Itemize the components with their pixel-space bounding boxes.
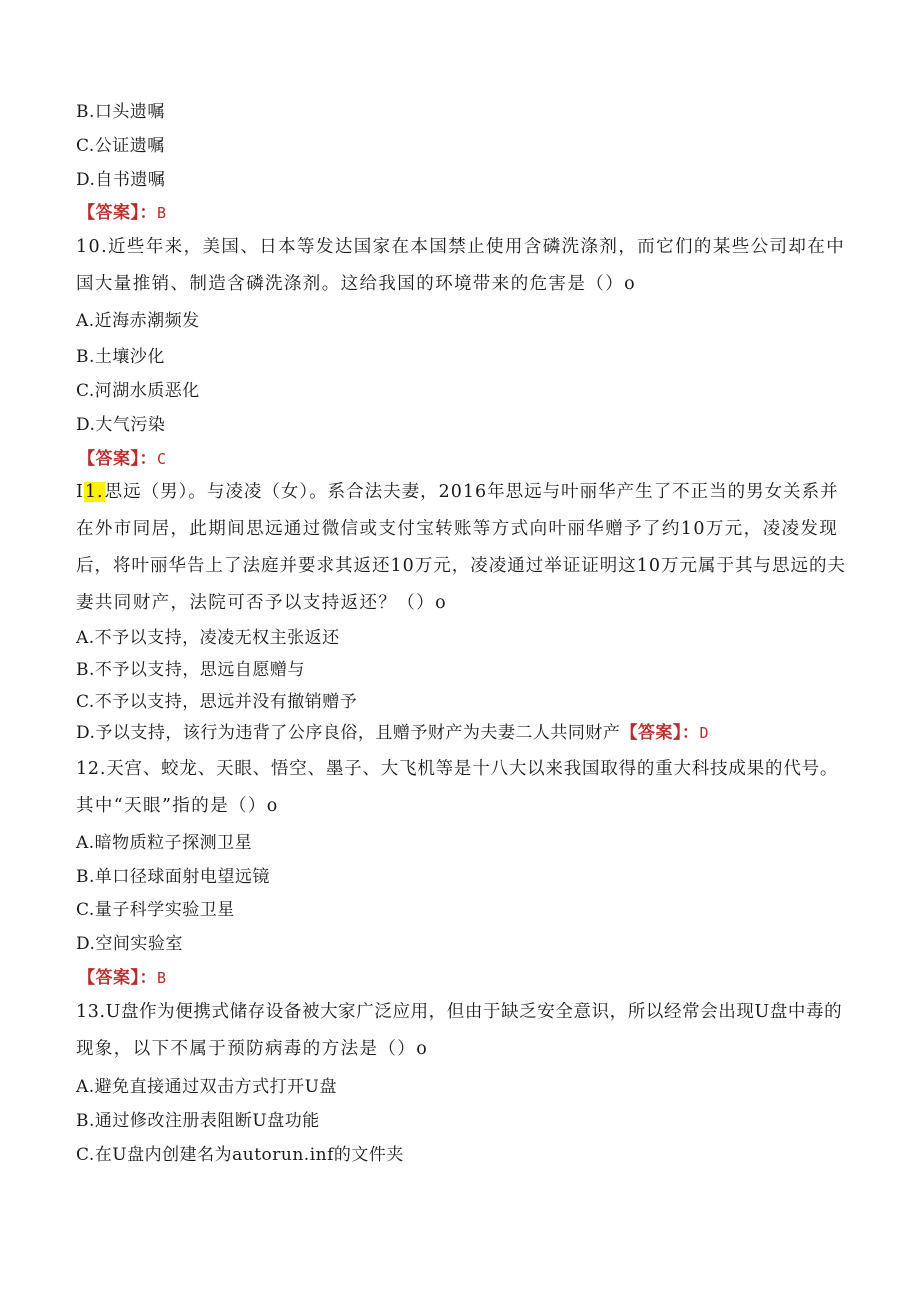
answer-label: 【答案】： xyxy=(620,723,700,743)
q12-option-a: A.暗物质粒子探测卫星 xyxy=(76,833,253,853)
q11-stem-line-4: 妻共同财产，法院可否予以支持返还？（）o xyxy=(76,593,448,613)
q9-option-d: D.自书遗嘱 xyxy=(76,170,166,190)
q12-stem-line-2: 其中“天眼”指的是（）o xyxy=(76,796,279,816)
q13-option-b: B.通过修改注册表阻断U盘功能 xyxy=(76,1111,320,1131)
q13-option-c: C.在U盘内创建名为autorun.inf的文件夹 xyxy=(76,1145,404,1165)
answer-value: C xyxy=(157,450,167,468)
q12-answer xyxy=(78,967,167,989)
q10-option-b: B.土壤沙化 xyxy=(76,347,165,367)
q11-number-highlight: 1. xyxy=(84,482,104,502)
q10-stem-line-2: 国大量推销、制造含磷洗涤剂。这给我国的环境带来的危害是（）o xyxy=(76,274,637,294)
q11-stem-line-2: 在外市同居，此期间思远通过微信或支付宝转账等方式向叶丽华赠予了约10万元，凌凌发现 xyxy=(76,519,839,539)
q11-stem-line-3: 后，将叶丽华告上了法庭并要求其返还10万元，凌凌通过举证证明这10万元属于其与思远的夫 xyxy=(76,556,847,576)
answer-value: B xyxy=(157,204,167,222)
answer-label: 【答案】： xyxy=(78,203,157,223)
q11-number-prefix: I xyxy=(76,482,84,502)
q12-option-d: D.空间实验室 xyxy=(76,934,183,954)
answer-value: D xyxy=(699,724,709,742)
q13-stem-line-2: 现象，以下不属于预防病毒的方法是（）o xyxy=(76,1039,429,1059)
q13-stem-line-1: 13.U盘作为便携式储存设备被大家广泛应用，但由于缺乏安全意识，所以经常会出现U盘中毒的 xyxy=(76,1002,843,1022)
q12-option-c: C.量子科学实验卫星 xyxy=(76,900,235,920)
q11-option-d-text: D.予以支持，该行为违背了公序良俗，且赠予财产为夫妻二人共同财产 xyxy=(76,723,621,743)
q10-option-c: C.河湖水质恶化 xyxy=(76,381,200,401)
q11-option-d xyxy=(76,722,709,744)
q10-stem-line-1: 10.近些年来，美国、日本等发达国家在本国禁止使用含磷洗涤剂，而它们的某些公司却在中 xyxy=(76,237,846,257)
q11-option-a: A.不予以支持，凌凌无权主张返还 xyxy=(76,628,340,648)
q11-option-b: B.不予以支持，思远自愿赠与 xyxy=(76,660,305,680)
q11-stem-text: 思远（男）。与凌凌（女）。系合法夫妻，2016年思远与叶丽华产生了不正当的男女关系并 xyxy=(104,482,839,502)
answer-label: 【答案】： xyxy=(78,449,157,469)
q10-option-d: D.大气污染 xyxy=(76,415,166,435)
q10-option-a: A.近海赤潮频发 xyxy=(76,311,200,331)
q9-option-b: B.口头遗嘱 xyxy=(76,102,165,122)
q12-option-b: B.单口径球面射电望远镜 xyxy=(76,867,270,887)
answer-label: 【答案】： xyxy=(78,968,157,988)
q12-stem-line-1: 12.天宫、蛟龙、天眼、悟空、墨子、大飞机等是十八大以来我国取得的重大科技成果的代号。 xyxy=(76,759,839,779)
answer-value: B xyxy=(157,969,167,987)
q9-answer xyxy=(78,202,167,224)
q9-option-c: C.公证遗嘱 xyxy=(76,136,165,156)
q11-stem-line-1 xyxy=(76,481,839,503)
q10-answer xyxy=(78,448,167,470)
q13-option-a: A.避免直接通过双击方式打开U盘 xyxy=(76,1077,338,1097)
q11-option-c: C.不予以支持，思远并没有撤销赠予 xyxy=(76,692,358,712)
